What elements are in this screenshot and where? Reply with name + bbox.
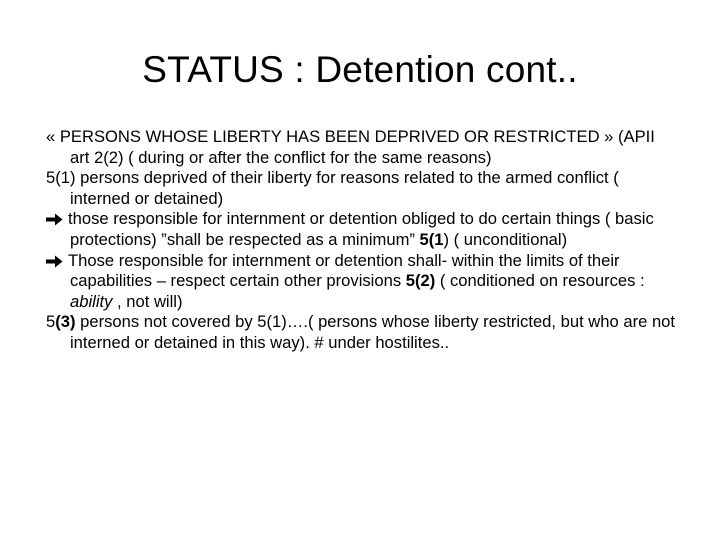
paragraph-text: , not will) bbox=[112, 291, 183, 311]
paragraph-text: Those responsible for internment or detention shall- within the limits of their capabilities – respect certain other provisions bbox=[68, 250, 620, 291]
emphasis-text: ability bbox=[70, 291, 113, 311]
paragraph-text: those responsible for internment or detention obliged to do certain things ( basic protections) ”shall be respected as a minimum” bbox=[68, 209, 654, 249]
article-reference: 5(2) bbox=[405, 271, 436, 291]
paragraph-article-5-1 bbox=[46, 168, 678, 209]
paragraph-text: « PERSONS WHOSE LIBERTY HAS BEEN DEPRIVED OR RESTRICTED » (APII art 2(2) ( during or after the conflict for the same reasons) bbox=[46, 127, 655, 167]
paragraph-text: ( conditioned on resources : bbox=[435, 271, 645, 291]
paragraph-text: ) ( unconditional) bbox=[443, 229, 568, 249]
paragraph-article-5-3 bbox=[46, 312, 678, 353]
paragraph-text: persons not covered by 5(1)….( persons whose liberty restricted, but who are not interned or detained in this way). # under hostilites.. bbox=[70, 312, 676, 352]
paragraph-other-provisions bbox=[46, 251, 678, 313]
paragraph-basic-protections bbox=[46, 209, 678, 250]
paragraph-text: 5 bbox=[46, 312, 56, 332]
paragraph-text: 5(1) persons deprived of their liberty for reasons related to the armed conflict ( interned or detained) bbox=[46, 168, 619, 208]
article-reference: 5(1 bbox=[419, 229, 444, 249]
paragraph-persons-deprived bbox=[46, 127, 678, 168]
right-arrow-icon bbox=[46, 251, 68, 272]
right-arrow-icon bbox=[46, 209, 68, 230]
slide-title: STATUS : Detention cont.. bbox=[142, 49, 578, 90]
slide-body bbox=[46, 127, 678, 354]
article-reference: (3) bbox=[55, 312, 76, 332]
